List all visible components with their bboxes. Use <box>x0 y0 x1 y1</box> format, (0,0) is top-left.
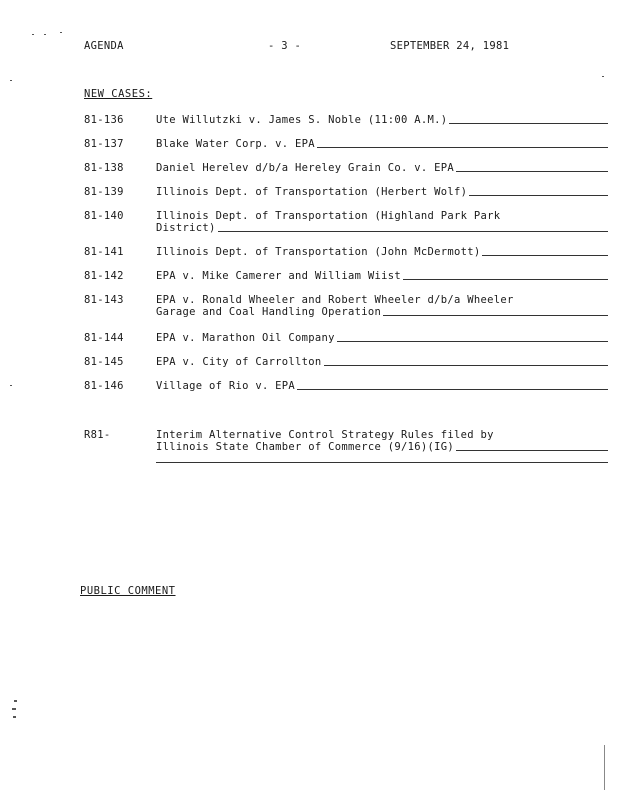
case-number: 81-137 <box>84 138 124 150</box>
new-cases-heading: NEW CASES: <box>84 88 153 100</box>
header-page-number: - 3 - <box>268 40 302 52</box>
case-number: 81-144 <box>84 332 124 344</box>
scan-speck <box>602 76 604 77</box>
fill-line <box>383 315 608 316</box>
case-item <box>84 162 608 174</box>
scan-speck <box>13 716 16 718</box>
fill-line <box>449 123 608 124</box>
rule-item <box>84 429 608 465</box>
case-number: 81-136 <box>84 114 124 126</box>
case-title: Illinois Dept. of Transportation (Herbert Wolf) <box>156 186 468 198</box>
case-item <box>84 380 608 392</box>
header-date: SEPTEMBER 24, 1981 <box>390 40 510 52</box>
case-number: 81-142 <box>84 270 124 282</box>
case-item <box>84 210 608 234</box>
case-title-continued: District) <box>156 222 216 234</box>
fill-line <box>218 231 608 232</box>
case-item <box>84 138 608 150</box>
case-title: EPA v. Mike Camerer and William Wiist <box>156 270 401 282</box>
fill-line <box>317 147 608 148</box>
scan-speck <box>60 32 62 33</box>
case-number: 81-140 <box>84 210 124 222</box>
case-title: Daniel Herelev d/b/a Hereley Grain Co. v. EPA <box>156 162 454 174</box>
fill-line <box>324 365 608 366</box>
case-item <box>84 186 608 198</box>
case-number: 81-145 <box>84 356 124 368</box>
fill-line <box>456 171 608 172</box>
case-title-continued: Garage and Coal Handling Operation <box>156 306 382 318</box>
public-comment-heading: PUBLIC COMMENT <box>80 585 176 597</box>
case-title: Illinois Dept. of Transportation (Highland Park Park <box>156 210 501 222</box>
blank-fill-line <box>156 462 608 463</box>
case-item <box>84 356 608 368</box>
rule-title-continued: Illinois State Chamber of Commerce (9/16)(IG) <box>156 441 454 453</box>
rule-number: R81- <box>84 429 111 441</box>
scan-edge-mark <box>604 745 605 790</box>
fill-line <box>456 450 608 451</box>
scan-speck <box>10 80 12 81</box>
scan-speck <box>12 708 16 710</box>
case-title: EPA v. Marathon Oil Company <box>156 332 335 344</box>
scan-speck <box>44 34 46 35</box>
scan-speck <box>10 385 12 386</box>
case-number: 81-138 <box>84 162 124 174</box>
scan-speck <box>32 34 34 35</box>
case-title: Illinois Dept. of Transportation (John McDermott) <box>156 246 481 258</box>
rule-title: Interim Alternative Control Strategy Rules filed by <box>156 429 494 441</box>
case-item <box>84 114 608 126</box>
header-agenda-label: AGENDA <box>84 40 124 52</box>
case-number: 81-141 <box>84 246 124 258</box>
case-title: EPA v. Ronald Wheeler and Robert Wheeler d/b/a Wheeler <box>156 294 514 306</box>
case-item <box>84 332 608 344</box>
case-item <box>84 294 608 318</box>
case-title: Blake Water Corp. v. EPA <box>156 138 315 150</box>
case-title: Ute Willutzki v. James S. Noble (11:00 A.M.) <box>156 114 448 126</box>
case-title: EPA v. City of Carrollton <box>156 356 322 368</box>
case-title: Village of Rio v. EPA <box>156 380 296 392</box>
case-number: 81-146 <box>84 380 124 392</box>
case-number: 81-143 <box>84 294 124 306</box>
fill-line <box>482 255 608 256</box>
scan-speck <box>14 700 17 702</box>
case-item <box>84 270 608 282</box>
case-item <box>84 246 608 258</box>
fill-line <box>403 279 608 280</box>
case-number: 81-139 <box>84 186 124 198</box>
fill-line <box>469 195 608 196</box>
fill-line <box>297 389 608 390</box>
fill-line <box>337 341 608 342</box>
